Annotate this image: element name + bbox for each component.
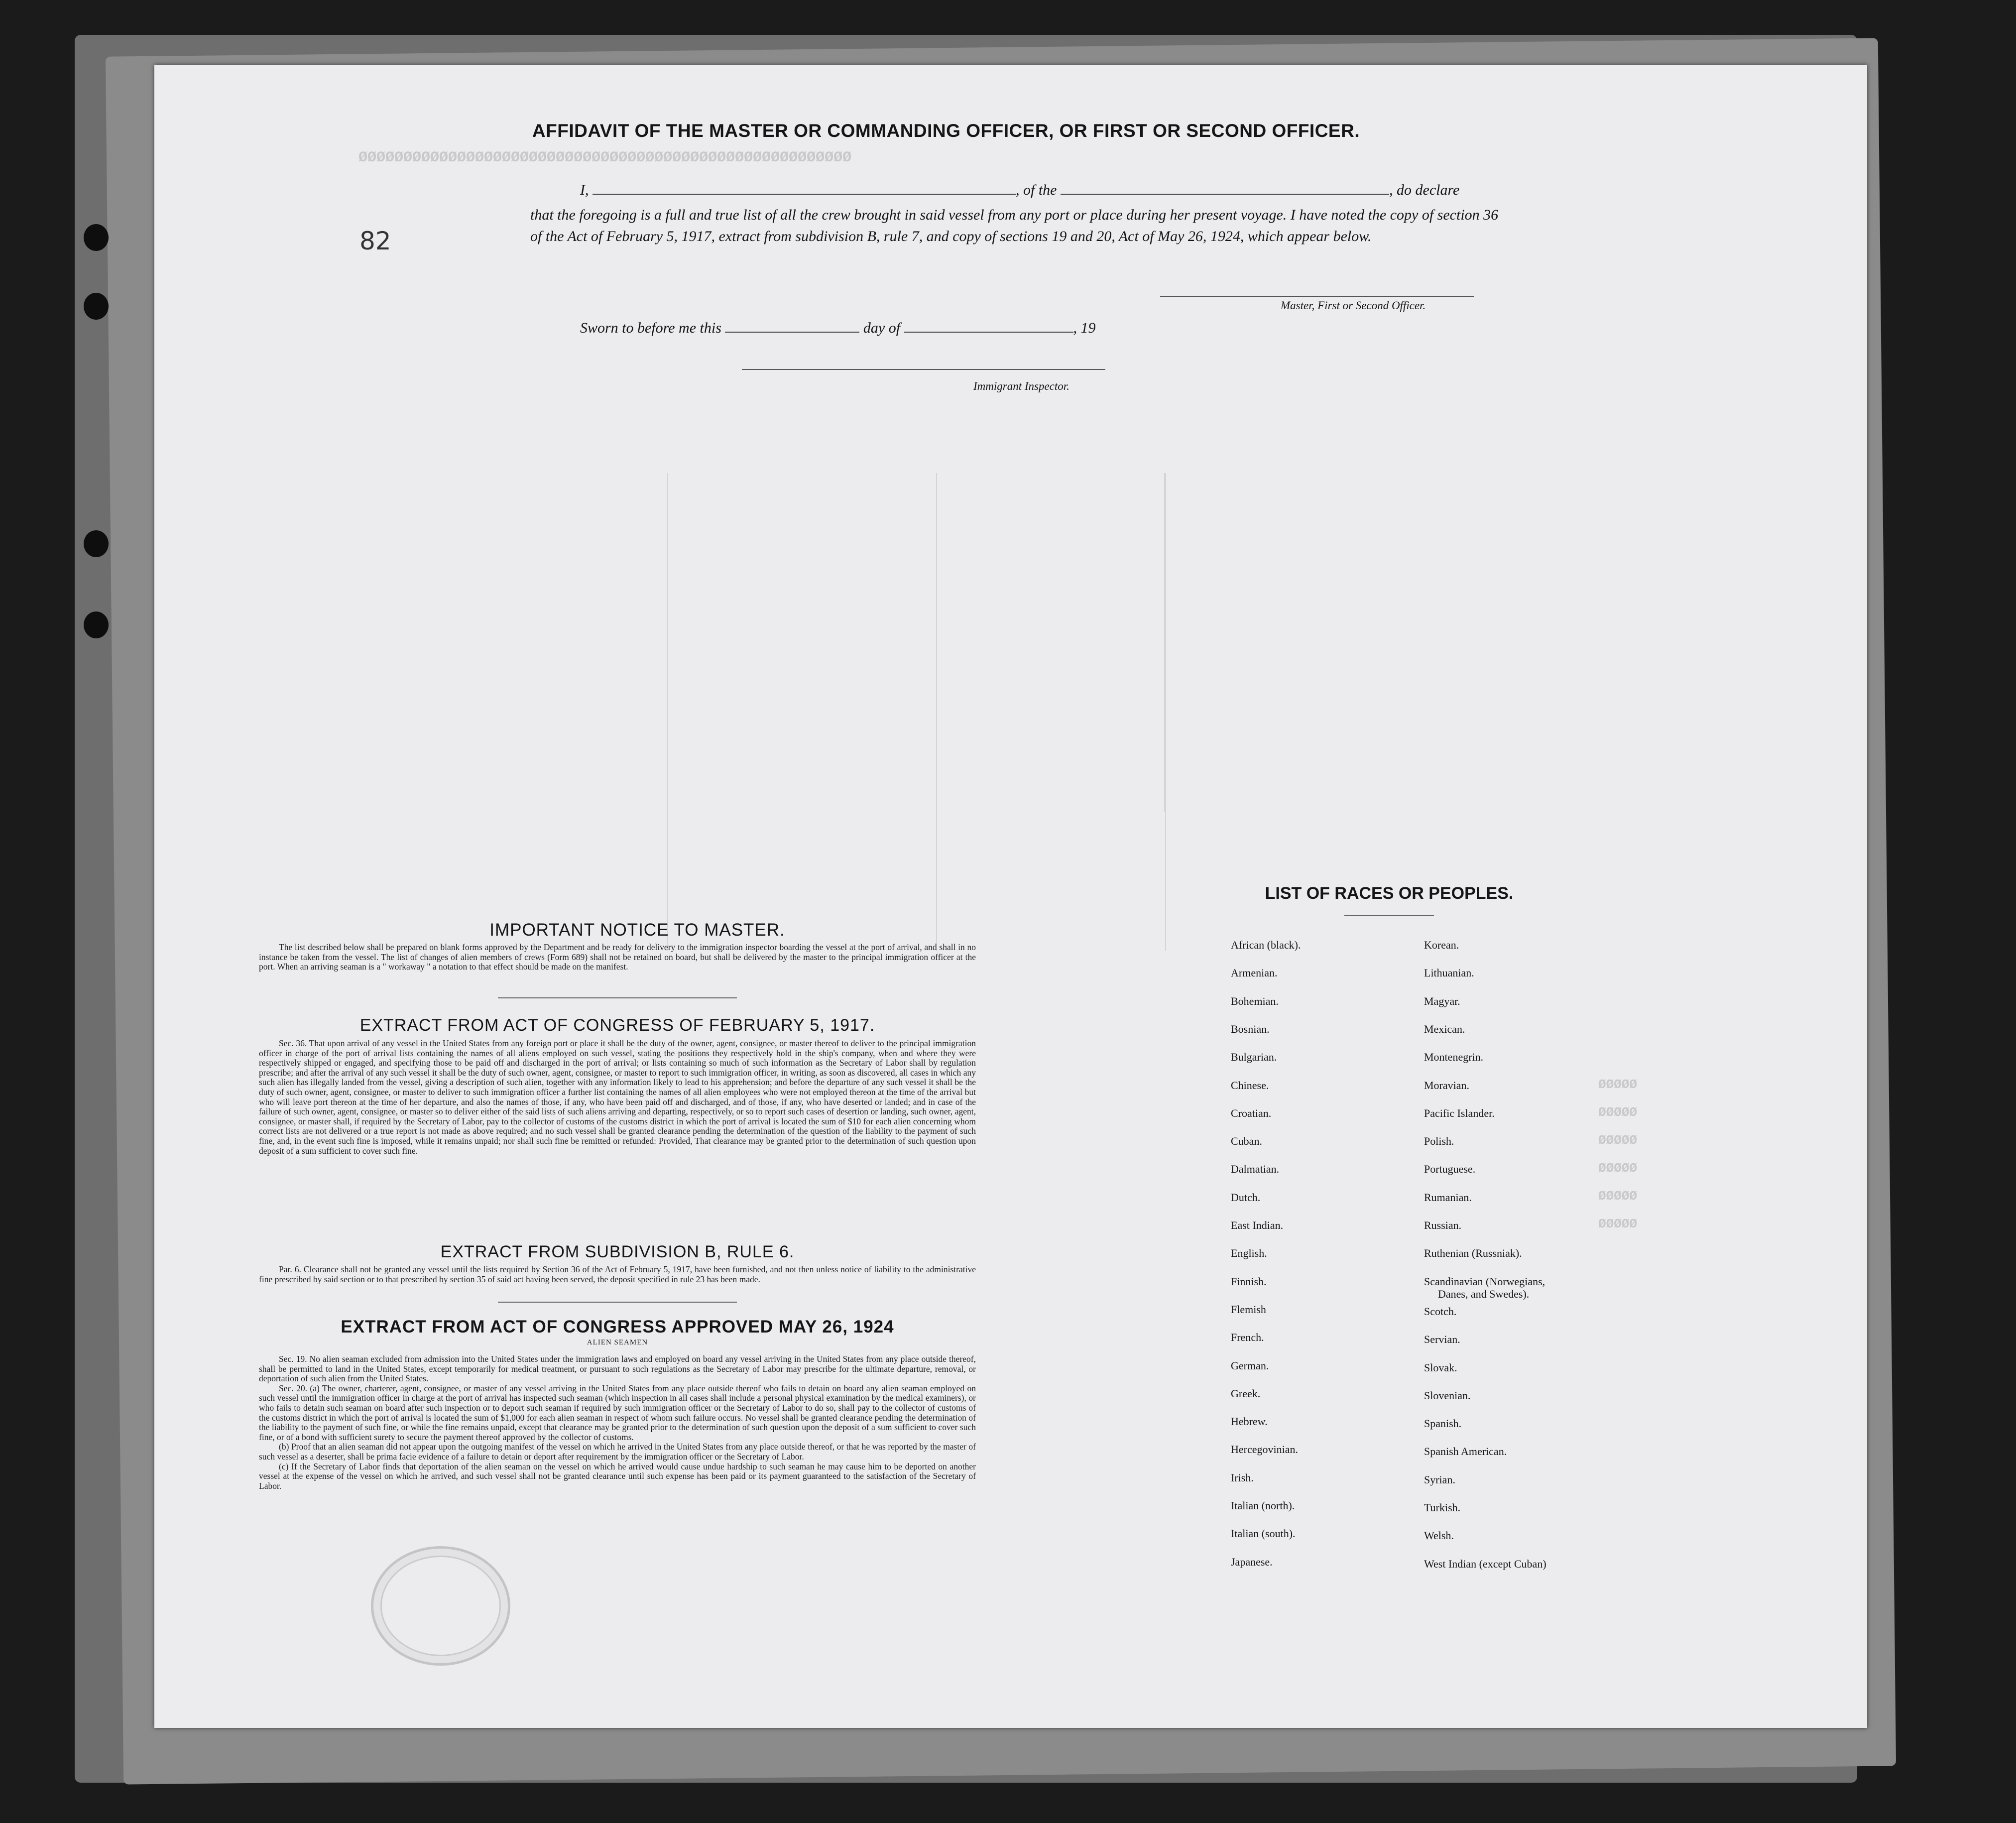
race-item: Lithuanian. — [1424, 967, 1474, 979]
port-stamp — [371, 1546, 510, 1666]
day-of-text: day of — [863, 320, 901, 336]
race-item: Welsh. — [1424, 1529, 1454, 1542]
race-item: Bosnian. — [1231, 1023, 1270, 1035]
label-do-declare: , do declare — [1389, 182, 1460, 198]
race-item: Spanish. — [1424, 1417, 1462, 1430]
race-item: Dutch. — [1231, 1191, 1261, 1204]
notice-title: IMPORTANT NOTICE TO MASTER. — [489, 920, 785, 940]
race-item: Cuban. — [1231, 1135, 1262, 1147]
section-20c-text: (c) If the Secretary of Labor finds that deportation of the alien seaman on the vessel on which he arrived would cause undue hardship to such seaman he may cause him to be deported on another vessel at the expense of the vessel on which he arrived, and such vessel shall not be granted clearance until such expense has been paid or its payment guaranteed to the satisfaction of the Secretary of Labor. — [259, 1461, 976, 1491]
affidavit-title: AFFIDAVIT OF THE MASTER OR COMMANDING OFFICER, OR FIRST OR SECOND OFFICER. — [532, 121, 1360, 141]
notice-paragraph: The list described below shall be prepared on blank forms approved by the Department and be ready for delivery to the immigration inspector boarding the vessel at the port of arrival, and shall in no instance be taken from the vessel. The list of changes of alien members of crews (Form 689) shall not be retained on board, but shall be delivered by the master to the principal immigration officer at the port. When an arriving seaman is a " workaway " a notation to that effect should be made on the manifest. — [259, 942, 976, 972]
sworn-day-blank[interactable] — [725, 323, 859, 333]
race-item: West Indian (except Cuban) — [1424, 1558, 1546, 1570]
race-item: Ruthenian (Russniak). — [1424, 1247, 1522, 1259]
extract-1917-body — [259, 1039, 976, 1156]
title-underline — [1344, 915, 1434, 916]
race-item: Hebrew. — [1231, 1415, 1268, 1428]
extract-1924-body — [259, 1354, 976, 1491]
race-item: Korean. — [1424, 939, 1459, 951]
race-item: East Indian. — [1231, 1219, 1284, 1231]
race-item: African (black). — [1231, 939, 1301, 951]
race-item: Italian (north). — [1231, 1499, 1295, 1512]
races-title: LIST OF RACES OR PEOPLES. — [1265, 884, 1514, 903]
section-divider — [498, 1302, 737, 1303]
inspector-caption: Immigrant Inspector. — [973, 380, 1069, 392]
race-item: Flemish — [1231, 1303, 1266, 1316]
race-item: Greek. — [1231, 1387, 1261, 1400]
bleed-through-mark: ØØØØØ ØØØØØ ØØØØØ ØØØØØ ØØØØØ ØØØØØ — [1598, 1077, 1638, 1231]
race-item: Scandinavian (Norwegians, — [1424, 1275, 1545, 1288]
race-item: Italian (south). — [1231, 1527, 1296, 1540]
race-item: Bulgarian. — [1231, 1051, 1277, 1063]
race-item: Magyar. — [1424, 995, 1460, 1007]
race-item: Croatian. — [1231, 1107, 1272, 1119]
race-item: Portuguese. — [1424, 1163, 1476, 1175]
race-item: German. — [1231, 1359, 1269, 1372]
extract-rule6-body — [259, 1265, 976, 1284]
inspector-signature-line[interactable] — [742, 369, 1105, 370]
race-item: Slovak. — [1424, 1361, 1457, 1374]
sworn-text: Sworn to before me this — [580, 320, 721, 336]
race-item: Japanese. — [1231, 1556, 1273, 1568]
race-item: Moravian. — [1424, 1079, 1470, 1092]
binder-hole — [84, 293, 109, 320]
race-item: Finnish. — [1231, 1275, 1267, 1288]
section-divider — [498, 997, 737, 998]
alien-seamen-subtitle: ALIEN SEAMEN — [587, 1338, 648, 1346]
race-item: Chinese. — [1231, 1079, 1269, 1092]
name-blank[interactable] — [593, 185, 1016, 195]
label-i: I, — [580, 182, 589, 198]
section-20a-text: Sec. 20. (a) The owner, charterer, agent, consignee, or master of any vessel arriving in the United States from any place outside thereof who fails to detain on board any alien seaman employed on such vessel until the immigration officer in charge at the port of arrival has inspected such seaman (which inspection in all cases shall include a personal physical examination by the medical examiners), or who fails to detain such seaman on board after such inspection or to deport such seaman if required by such immigration officer or the Secretary of Labor to do so, shall pay to the collector of customs of the customs district in which the port of arrival is located the sum of $1,000 for each alien seaman in respect of whom such failure occurs. No vessel shall be granted clearance pending the determination of the liability to the payment of such fine, or while the fine remains unpaid, except that clearance may be granted prior to the determination of such question upon the deposit of a sum sufficient to cover such fine, or of a bond with sufficient surety to secure the payment thereof approved by the collector of customs. — [259, 1383, 976, 1442]
affidavit-body: that the foregoing is a full and true list of all the crew brought in said vessel from any port or place during her present voyage. I have noted the copy of section 36 of the Act of February 5, 1917, extract from subdivision B, rule 7, and copy of sections 19 and 20, Act of May 26, 1924, which appear below. — [530, 207, 1499, 244]
race-item: Russian. — [1424, 1219, 1462, 1231]
section-36-text: Sec. 36. That upon arrival of any vessel in the United States from any foreign port or place it shall be the duty of the owner, agent, consignee, or master thereof to deliver to the principal immigration officer in charge of the port of arrival lists containing the names of all aliens employed on such vessel, stating the positions they respectively hold in the ship's company, when and where they were respectively shipped or engaged, and specifying those to be paid off and discharged in the port of arrival; or lists containing so much of such information as the Secretary of Labor shall by regulation prescribe; and after the arrival of any such vessel it shall be the duty of such owner, agent, consignee, or master to report to such immigration officer, in writing, as soon as discovered, all cases in which any such alien has illegally landed from the vessel, giving a description of such alien, together with any information likely to lead to his apprehension; and before the departure of any such vessel it shall be the duty of such owner, agent, consignee, or master to deliver to such immigration officer a further list containing the names of all alien employees who were not employed thereon at the time of the arrival but who will leave port thereon at the time of her departure, and also the names of those, if any, who have been paid off and discharged, and of those, if any, who have deserted or landed; and in case of the failure of such owner, agent, consignee, or master so to deliver either of the said lists of such aliens arriving and departing, respectively, or so to report such cases of desertion or landing, such owner, agent, consignee, or master shall, if required by the Secretary of Labor, pay to the collector of customs of the customs district in which the port of arrival is located the sum of $10 for each alien concerning whom correct lists are not delivered or a true report is not made as above required; and no such vessel shall be granted clearance pending the determination of the question of the liability to the payment of such fine, and, in the event such fine is imposed, while it remains unpaid; nor shall such fine be remitted or refunded: Provided, That clearance may be granted prior to the determination of such question upon deposit of a sum sufficient to cover such fine. — [259, 1038, 976, 1156]
race-item: Bohemian. — [1231, 995, 1279, 1007]
race-item: Polish. — [1424, 1135, 1454, 1147]
extract-rule6-title: EXTRACT FROM SUBDIVISION B, RULE 6. — [440, 1242, 795, 1261]
race-item: Turkish. — [1424, 1501, 1461, 1514]
race-item: Syrian. — [1424, 1473, 1455, 1486]
race-item: Slovenian. — [1424, 1389, 1471, 1402]
officer-signature-line[interactable] — [1160, 296, 1474, 297]
binder-hole — [84, 224, 109, 251]
extract-1917-title: EXTRACT FROM ACT OF CONGRESS OF FEBRUARY 5, 1917. — [359, 1016, 875, 1035]
officer-caption: Master, First or Second Officer. — [1281, 299, 1426, 312]
sworn-line — [580, 320, 1096, 337]
page-number: 82 — [359, 227, 391, 255]
race-item: English. — [1231, 1247, 1267, 1259]
year-prefix: , 19 — [1073, 320, 1096, 336]
race-item: Hercegovinian. — [1231, 1443, 1298, 1456]
extract-1924-title: EXTRACT FROM ACT OF CONGRESS APPROVED MAY 26, 1924 — [341, 1317, 894, 1337]
race-item: Rumanian. — [1424, 1191, 1472, 1204]
race-item: Servian. — [1424, 1333, 1460, 1345]
race-item: Scotch. — [1424, 1305, 1457, 1318]
paragraph-6-text: Par. 6. Clearance shall not be granted any vessel until the lists required by Section 36 of the Act of February 5, 1917, have been furnished, and not then unless notice of liability to the administrative fine prescribed by said section or to that prescribed by section 35 of said act having been served, the deposit specified in rule 23 has been made. — [259, 1264, 976, 1284]
binder-hole — [84, 611, 109, 638]
label-of-the: , of the — [1016, 182, 1057, 198]
bleed-through-line — [1165, 473, 1166, 951]
affidavit-declaration-line — [580, 182, 1459, 199]
notice-body — [259, 943, 976, 972]
race-item: French. — [1231, 1331, 1264, 1343]
race-item-continued: Danes, and Swedes). — [1438, 1288, 1530, 1300]
race-item: Spanish American. — [1424, 1445, 1507, 1458]
race-item: Montenegrin. — [1424, 1051, 1484, 1063]
binder-hole — [84, 530, 109, 557]
race-item: Mexican. — [1424, 1023, 1465, 1035]
vessel-blank[interactable] — [1061, 185, 1389, 195]
race-item: Dalmatian. — [1231, 1163, 1280, 1175]
race-item: Irish. — [1231, 1471, 1254, 1484]
bleed-through-line — [936, 473, 937, 951]
section-19-text: Sec. 19. No alien seaman excluded from admission into the United States under the immigration laws and employed on board any vessel arriving in the United States from any place outside thereof, shall be permitted to land in the United States, except temporarily for medical treatment, or pursuant to such regulations as the Secretary of Labor may prescribe for the ultimate departure, removal, or deportation of such alien from the United States. — [259, 1354, 976, 1384]
bleed-through-line — [667, 473, 668, 951]
race-item: Pacific Islander. — [1424, 1107, 1495, 1119]
section-20b-text: (b) Proof that an alien seaman did not appear upon the outgoing manifest of the vessel on which he arrived in the United States from any place outside thereof, or that he was reported by the master of such vessel as a deserter, shall be prima facie evidence of a failure to detain or deport after requirement by the immigration officer or the Secretary of Labor. — [259, 1442, 976, 1461]
race-item: Armenian. — [1231, 967, 1278, 979]
bleed-through-mark: ØØØØØØØØØØØØØØØØØØØØØØØØØØØØØØØØØØØØØØØØØØØØØØØØØØØØØØØ — [358, 149, 852, 166]
sworn-month-blank[interactable] — [904, 323, 1073, 333]
